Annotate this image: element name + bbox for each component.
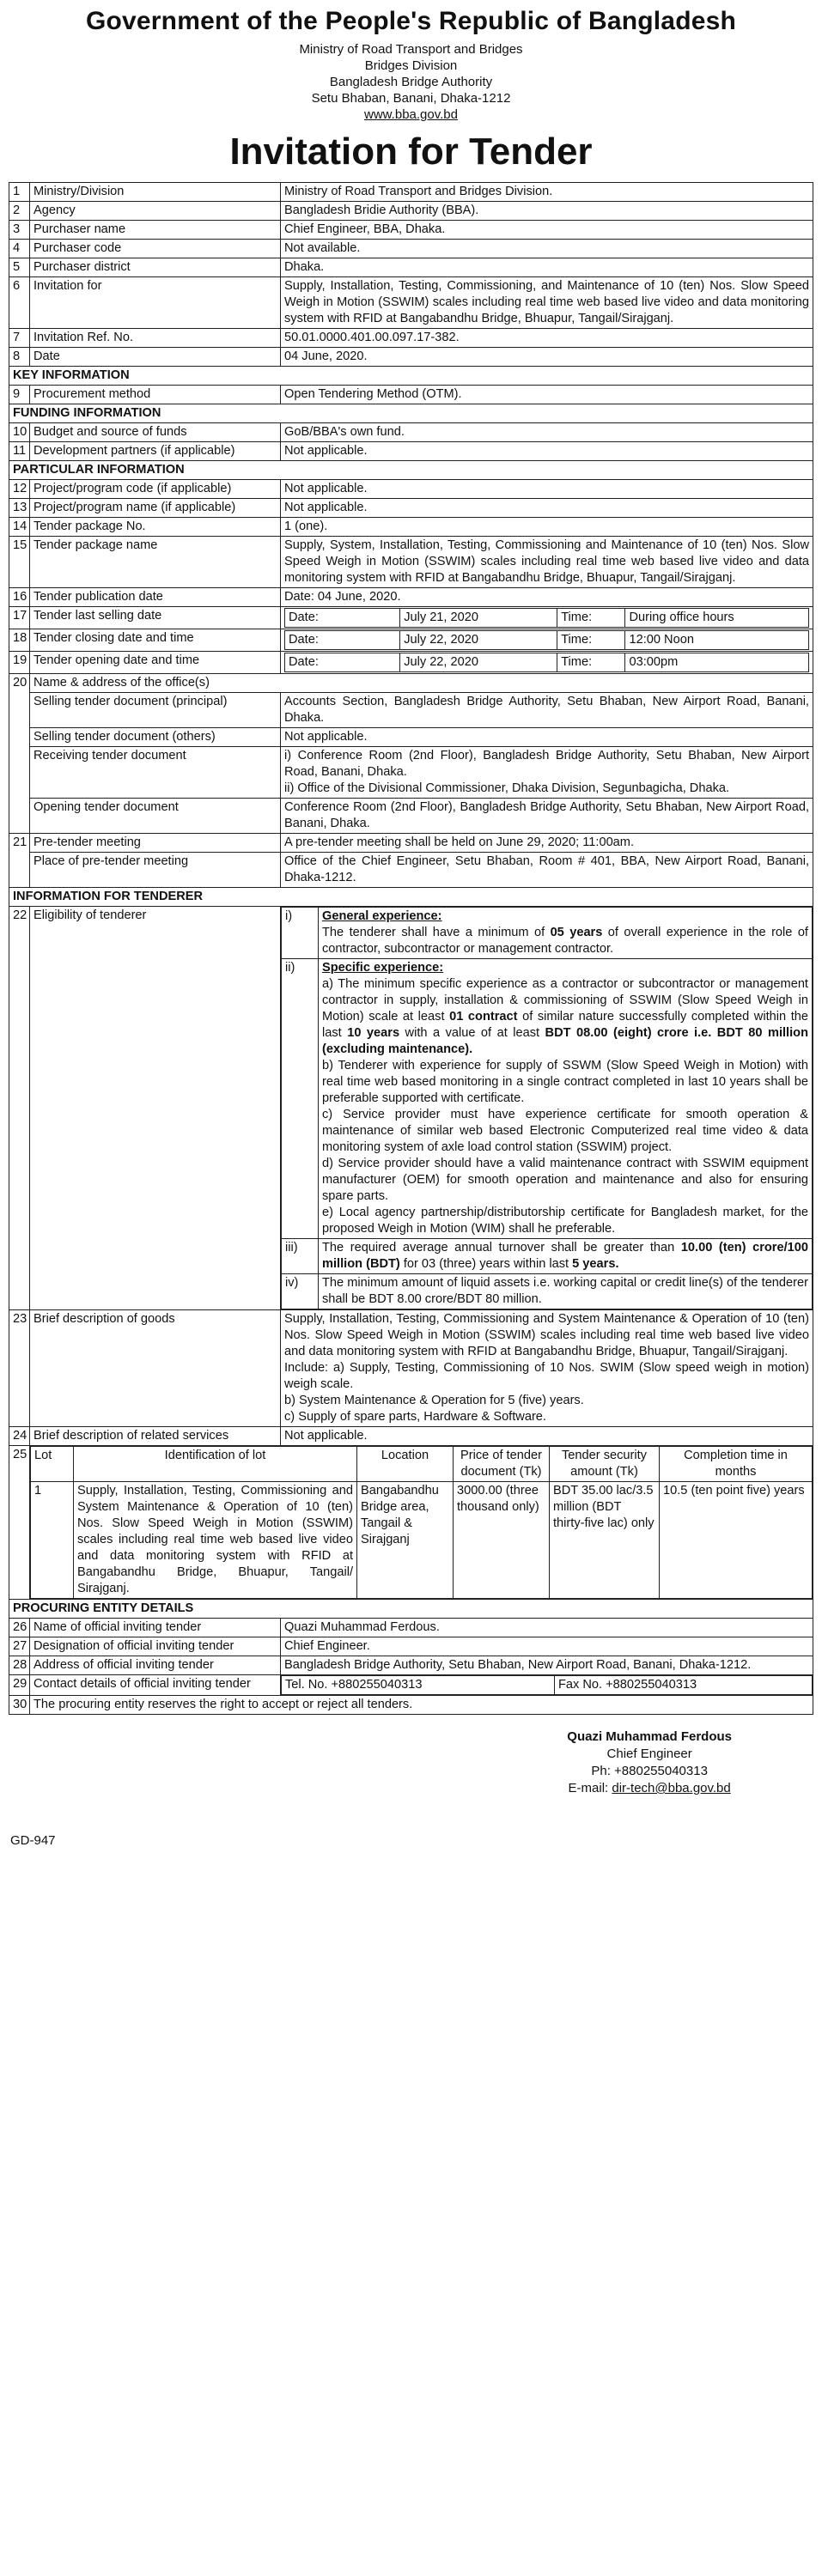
table-row: [9, 693, 813, 728]
specific-experience-title: Specific experience:: [322, 961, 444, 975]
emphasis: BDT 08.00 (eight) crore i.e. BDT 80 million (excluding maintenance).: [322, 1026, 809, 1056]
item-number: i): [282, 908, 319, 959]
general-experience-title: General experience:: [322, 909, 442, 923]
goods-include-b: b) System Maintenance & Operation for 5 (five) years.: [284, 1394, 584, 1407]
requirement-b: b) Tenderer with experience for supply of SSWM (Slow Speed Weigh in Motion) with real time web based monitoring in a single contract completed in last 10 years shall be preferable supported with certificate.: [322, 1059, 808, 1105]
row-label: Pre-tender meeting: [30, 834, 281, 853]
eligibility-item: [282, 1274, 813, 1309]
row-label: Project/program name (if applicable): [30, 499, 281, 518]
row-label: Development partners (if applicable): [30, 442, 281, 461]
row-label: Purchaser code: [30, 240, 281, 258]
emphasis: 10.00 (ten) crore/100 million (BDT): [322, 1241, 808, 1271]
time-label: Time:: [557, 609, 625, 628]
date-time-cell: [281, 629, 813, 652]
location-header: Location: [357, 1447, 454, 1482]
row-value: Accounts Section, Bangladesh Bridge Authority, Setu Bhaban, New Airport Road, Banani, Dhaka.: [281, 693, 813, 728]
text: with a value of at least: [399, 1026, 545, 1040]
row-label: Tender publication date: [30, 588, 281, 607]
table-row: [9, 386, 813, 404]
row-value: Not applicable.: [281, 442, 813, 461]
time-value: 12:00 Noon: [625, 631, 809, 650]
row-number: 11: [9, 442, 30, 461]
row-number: 23: [9, 1310, 30, 1427]
row-value: Supply, Installation, Testing, Commissioning, and Maintenance of 10 (ten) Nos. Slow Speed Weigh in Motion (SSWIM) scales including real time web based live video and data monitoring system with RFID at Bangabandhu Bridge, Bhuapur, Tangail/Sirajganj.: [281, 277, 813, 329]
signatory-email-line: [567, 1780, 732, 1797]
row-number: 21: [9, 834, 30, 888]
table-row: [9, 674, 813, 693]
eligibility-table: [281, 907, 813, 1309]
table-row: [9, 1696, 813, 1715]
row-value: GoB/BBA's own fund.: [281, 423, 813, 442]
section-heading: [9, 367, 813, 386]
row-label: Brief description of goods: [30, 1310, 281, 1427]
lot-header: Lot: [31, 1447, 74, 1482]
row-number: 3: [9, 221, 30, 240]
row-number: 8: [9, 348, 30, 367]
gd-code: GD-947: [10, 1833, 56, 1848]
section-heading: [9, 461, 813, 480]
lot-security: BDT 35.00 lac/3.5 million (BDT thirty-five lac) only: [550, 1482, 660, 1599]
division-name: Bridges Division: [364, 58, 458, 73]
liquid-assets-requirement: The minimum amount of liquid assets i.e. working capital or credit line(s) of the tenderer shall be BDT 8.00 crore/BDT 80 million.: [319, 1274, 813, 1309]
signatory-designation: Chief Engineer: [606, 1747, 692, 1761]
section-title: PARTICULAR INFORMATION: [9, 461, 813, 480]
date-value: July 22, 2020: [400, 653, 557, 672]
row-number: 5: [9, 258, 30, 277]
row-value: 04 June, 2020.: [281, 348, 813, 367]
row-number: 15: [9, 537, 30, 588]
row-label: Invitation Ref. No.: [30, 329, 281, 348]
row-value: The procuring entity reserves the right to accept or reject all tenders.: [30, 1696, 813, 1715]
row-number: 18: [9, 629, 30, 652]
goods-include-c: c) Supply of spare parts, Hardware & Software.: [284, 1410, 546, 1424]
lot-header-row: [31, 1447, 813, 1482]
row-number: 2: [9, 202, 30, 221]
table-row: [9, 907, 813, 1310]
row-value: Not applicable.: [281, 1427, 813, 1446]
row-label: Tender opening date and time: [30, 652, 281, 674]
text: for 03 (three) years within last: [399, 1257, 573, 1271]
row-value: Bangladesh Bridge Authority, Setu Bhaban, New Airport Road, Banani, Dhaka-1212.: [281, 1656, 813, 1675]
row-number: 27: [9, 1637, 30, 1656]
requirement-e: e) Local agency partnership/distributorship certificate for Bangladesh market, for the proposed Weigh in Motion (WIM) shall he preferable.: [322, 1206, 808, 1236]
row-label: Tender last selling date: [30, 607, 281, 629]
row-label: Name & address of the office(s): [30, 674, 813, 693]
row-number: 24: [9, 1427, 30, 1446]
row-number: 17: [9, 607, 30, 629]
row-label: Invitation for: [30, 277, 281, 329]
row-label: Project/program code (if applicable): [30, 480, 281, 499]
date-value: July 21, 2020: [400, 609, 557, 628]
row-label: Name of official inviting tender: [30, 1619, 281, 1637]
telephone-number: Tel. No. +880255040313: [282, 1676, 555, 1695]
ministry-name: Ministry of Road Transport and Bridges: [299, 42, 523, 57]
text: of overall experience in the role of contractor, subcontractor or management contractor.: [322, 926, 808, 956]
row-label: Place of pre-tender meeting: [30, 853, 281, 888]
time-label: Time:: [557, 653, 625, 672]
signatory-phone: Ph: +880255040313: [591, 1764, 708, 1778]
section-heading: [9, 404, 813, 423]
signatory-name: Quazi Muhammad Ferdous: [567, 1729, 732, 1744]
signature-block: [567, 1728, 732, 1797]
page-title: Invitation for Tender: [229, 131, 593, 173]
specific-experience: [319, 959, 813, 1239]
table-row: [9, 652, 813, 674]
section-title: INFORMATION FOR TENDERER: [9, 888, 813, 907]
date-time-cell: [281, 652, 813, 674]
section-title: FUNDING INFORMATION: [9, 404, 813, 423]
goods-description: Supply, Installation, Testing, Commissioning and System Maintenance & Operation of 10 (ten) Nos. Slow Speed Weigh in Motion (SSWIM) scales including real time web based live video and data monitoring system with RFID at Bangabandhu Bridge, Bhuapur, Tangail/Sirajganj.: [284, 1312, 809, 1358]
row-label: Address of official inviting tender: [30, 1656, 281, 1675]
emphasis: 10 years: [347, 1026, 400, 1040]
text: a) The minimum specific experience as a contractor or subcontractor or management contractor in supply, installation & commissioning of SSWIM (Slow Speed Weigh in Motion) scale at least: [322, 977, 808, 1024]
table-row: [9, 221, 813, 240]
row-label: Agency: [30, 202, 281, 221]
lot-price: 3000.00 (three thousand only): [454, 1482, 550, 1599]
row-number: 13: [9, 499, 30, 518]
table-row: [9, 799, 813, 834]
row-number: 25: [9, 1446, 30, 1600]
goods-include-a: Include: a) Supply, Testing, Commissioning of 10 Nos. SWIM (Slow speed weigh in motion) weigh scale.: [284, 1361, 809, 1391]
section-title: PROCURING ENTITY DETAILS: [9, 1600, 813, 1619]
row-value: 1 (one).: [281, 518, 813, 537]
receiving-office-1: i) Conference Room (2nd Floor), Bangladesh Bridge Authority, Setu Bhaban, New Airport Road, Banani, Dhaka.: [284, 749, 809, 779]
table-row: [9, 747, 813, 799]
row-label: Receiving tender document: [30, 747, 281, 799]
row-number: 4: [9, 240, 30, 258]
table-row: [9, 202, 813, 221]
row-label: Designation of official inviting tender: [30, 1637, 281, 1656]
row-value: Office of the Chief Engineer, Setu Bhaban, Room # 401, BBA, New Airport Road, Banani, Dhaka-1212.: [281, 853, 813, 888]
row-number: 19: [9, 652, 30, 674]
row-label: Tender closing date and time: [30, 629, 281, 652]
row-value: Ministry of Road Transport and Bridges Division.: [281, 183, 813, 202]
turnover-requirement: [319, 1239, 813, 1274]
row-number: 6: [9, 277, 30, 329]
government-title: Government of the People's Republic of Bangladesh: [85, 7, 737, 35]
item-number: iii): [282, 1239, 319, 1274]
row-number: 30: [9, 1696, 30, 1715]
row-label: Procurement method: [30, 386, 281, 404]
row-label: Budget and source of funds: [30, 423, 281, 442]
table-row: [9, 853, 813, 888]
row-number: 14: [9, 518, 30, 537]
table-row: [9, 442, 813, 461]
notice-header: [9, 7, 813, 173]
eligibility-item: [282, 959, 813, 1239]
lot-row: [31, 1482, 813, 1599]
table-row: [9, 834, 813, 853]
table-row: [9, 1637, 813, 1656]
table-row: [9, 329, 813, 348]
row-value: Not applicable.: [281, 480, 813, 499]
eligibility-cell: [281, 907, 813, 1310]
row-value: A pre-tender meeting shall be held on June 29, 2020; 11:00am.: [281, 834, 813, 853]
section-title: KEY INFORMATION: [9, 367, 813, 386]
table-row: [9, 1675, 813, 1696]
table-row: [9, 629, 813, 652]
row-number: 28: [9, 1656, 30, 1675]
row-label: Contact details of official inviting tender: [30, 1675, 281, 1696]
row-label: Tender package name: [30, 537, 281, 588]
row-value: Not available.: [281, 240, 813, 258]
section-heading: [9, 1600, 813, 1619]
row-value: Quazi Muhammad Ferdous.: [281, 1619, 813, 1637]
row-label: Selling tender document (principal): [30, 693, 281, 728]
date-time-cell: [281, 607, 813, 629]
identification-header: Identification of lot: [74, 1447, 357, 1482]
row-label: Brief description of related services: [30, 1427, 281, 1446]
row-value: Chief Engineer.: [281, 1637, 813, 1656]
row-label: Tender package No.: [30, 518, 281, 537]
row-value: [281, 1310, 813, 1427]
table-row: [9, 1446, 813, 1600]
row-number: 29: [9, 1675, 30, 1696]
lot-table: [30, 1446, 813, 1599]
row-value: Not applicable.: [281, 728, 813, 747]
emphasis: 01 contract: [449, 1010, 518, 1024]
lot-number: 1: [31, 1482, 74, 1599]
row-number: 9: [9, 386, 30, 404]
email-label: E-mail:: [568, 1781, 612, 1795]
general-experience: [319, 908, 813, 959]
row-number: 16: [9, 588, 30, 607]
row-value: Conference Room (2nd Floor), Bangladesh Bridge Authority, Setu Bhaban, New Airport Road, Banani, Dhaka.: [281, 799, 813, 834]
item-number: ii): [282, 959, 319, 1239]
table-row: [9, 1619, 813, 1637]
date-value: July 22, 2020: [400, 631, 557, 650]
item-number: iv): [282, 1274, 319, 1309]
fax-number: Fax No. +880255040313: [555, 1676, 813, 1695]
date-label: Date:: [285, 631, 400, 650]
row-number: 1: [9, 183, 30, 202]
row-label: Selling tender document (others): [30, 728, 281, 747]
email-link[interactable]: dir-tech@bba.gov.bd: [612, 1781, 731, 1795]
price-header: Price of tender document (Tk): [454, 1447, 550, 1482]
date-label: Date:: [285, 653, 400, 672]
table-row: [9, 277, 813, 329]
row-label: Date: [30, 348, 281, 367]
row-label: Ministry/Division: [30, 183, 281, 202]
table-row: [9, 499, 813, 518]
completion-header: Completion time in months: [660, 1447, 813, 1482]
row-number: 10: [9, 423, 30, 442]
time-label: Time:: [557, 631, 625, 650]
row-value: [281, 747, 813, 799]
section-heading: [9, 888, 813, 907]
row-number: 26: [9, 1619, 30, 1637]
time-value: 03:00pm: [625, 653, 809, 672]
lot-cell: [30, 1446, 813, 1600]
table-row: [9, 348, 813, 367]
emphasis: 05 years: [550, 926, 603, 939]
row-value: Chief Engineer, BBA, Dhaka.: [281, 221, 813, 240]
table-row: [9, 258, 813, 277]
receiving-office-2: ii) Office of the Divisional Commissioner, Dhaka Division, Segunbagicha, Dhaka.: [284, 781, 730, 795]
table-row: [9, 423, 813, 442]
authority-name: Bangladesh Bridge Authority: [329, 75, 493, 89]
text: of similar nature successfully completed within the last: [322, 1010, 808, 1040]
lot-identification: Supply, Installation, Testing, Commissioning and System Maintenance & Operation of 10 (ten) Nos. Slow Speed Weigh in Motion (SSWIM) scales including real time web based live video and data monitoring system with RFID at Bangabandhu Bridge, Bhuapur, Tangail/ Sirajganj.: [74, 1482, 357, 1599]
text: The tenderer shall have a minimum of: [322, 926, 551, 939]
table-row: [9, 1310, 813, 1427]
notice-footer: [9, 1728, 813, 1900]
table-row: [9, 537, 813, 588]
table-row: [9, 588, 813, 607]
lot-completion: 10.5 (ten point five) years: [660, 1482, 813, 1599]
row-value: Dhaka.: [281, 258, 813, 277]
row-value: Not applicable.: [281, 499, 813, 518]
table-row: [9, 480, 813, 499]
row-value: 50.01.0000.401.00.097.17-382.: [281, 329, 813, 348]
lot-location: Bangabandhu Bridge area, Tangail & Sirajganj: [357, 1482, 454, 1599]
row-label: Purchaser district: [30, 258, 281, 277]
table-row: [9, 728, 813, 747]
eligibility-item: [282, 1239, 813, 1274]
row-label: Eligibility of tenderer: [30, 907, 281, 1310]
table-row: [9, 1656, 813, 1675]
row-value: Bangladesh Bridie Authority (BBA).: [281, 202, 813, 221]
website-link[interactable]: www.bba.gov.bd: [364, 107, 458, 122]
row-value: Open Tendering Method (OTM).: [281, 386, 813, 404]
table-row: [9, 1427, 813, 1446]
date-label: Date:: [285, 609, 400, 628]
row-number: 12: [9, 480, 30, 499]
table-row: [9, 607, 813, 629]
row-number: 20: [9, 674, 30, 834]
row-number: 22: [9, 907, 30, 1310]
requirement-c: c) Service provider must have experience certificate for smooth operation & maintenance of similar web based Electronic Computerized real time video & data monitoring system of axle load control station (SSWIM) project.: [322, 1108, 808, 1154]
row-label: Purchaser name: [30, 221, 281, 240]
row-number: 7: [9, 329, 30, 348]
row-label: Opening tender document: [30, 799, 281, 834]
contact-cell: [281, 1675, 813, 1696]
text: The required average annual turnover shall be greater than: [322, 1241, 681, 1255]
table-row: [9, 240, 813, 258]
emphasis: 5 years.: [572, 1257, 619, 1271]
requirement-d: d) Service provider should have a valid maintenance contract with SSWIM equipment manufacturer (OEM) for smooth operation and maintenance and also for ensuring spare parts.: [322, 1157, 808, 1203]
row-value: Date: 04 June, 2020.: [281, 588, 813, 607]
time-value: During office hours: [625, 609, 809, 628]
security-header: Tender security amount (Tk): [550, 1447, 660, 1482]
row-value: Supply, System, Installation, Testing, Commissioning and Maintenance of 10 (ten) Nos. Slow Speed Weigh in Motion (SSWIM) scales including real time web based live video and data monitoring system with RFID at Bangabandhu Bridge, Bhuapur, Tangail/Sirajganj.: [281, 537, 813, 588]
table-row: [9, 183, 813, 202]
authority-address: Setu Bhaban, Banani, Dhaka-1212: [311, 91, 511, 106]
table-row: [9, 518, 813, 537]
tender-table: [9, 182, 813, 1715]
eligibility-item: [282, 908, 813, 959]
